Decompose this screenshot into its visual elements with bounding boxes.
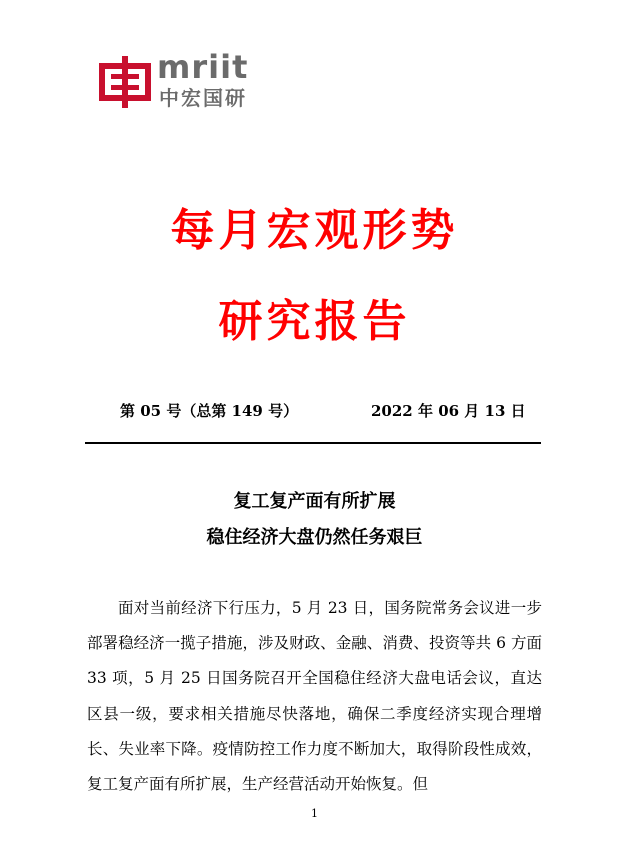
issue-date: 2022 年 06 月 13 日: [371, 402, 526, 420]
logo-chinese-name: 中宏国研: [159, 86, 247, 110]
header-divider: [85, 442, 541, 444]
logo-english-name: mriit: [157, 48, 249, 86]
issue-number: 第 05 号（总第 149 号）: [120, 402, 299, 420]
article-subtitle-line-1: 复工复产面有所扩展: [233, 491, 396, 512]
issue-info-row: [0, 400, 629, 422]
report-title-line-2: 研究报告: [218, 296, 411, 347]
article-subtitle-line-2: 稳住经济大盘仍然任务艰巨: [206, 527, 423, 548]
mriit-logo-mark-icon: [99, 56, 151, 108]
mriit-logo: [99, 48, 259, 114]
article-paragraph: 面对当前经济下行压力，5 月 23 日，国务院常务会议进一步部署稳经济一揽子措施，涉及财政、金融、消费、投资等共 6 方面 33 项，5 月 25 日国务院召开全国稳住经济大盘电话会议，直达区县一级，要求相关措施尽快落地，确保二季度经济实现合理增长、失业率下降。疫情防控工作力度不断加大，取得阶段性成效，复工复产面有所扩展，生产经营活动开始恢复。但: [87, 599, 542, 794]
report-title-line-1: 每月宏观形势: [170, 205, 459, 256]
page-number: 1: [311, 807, 318, 820]
